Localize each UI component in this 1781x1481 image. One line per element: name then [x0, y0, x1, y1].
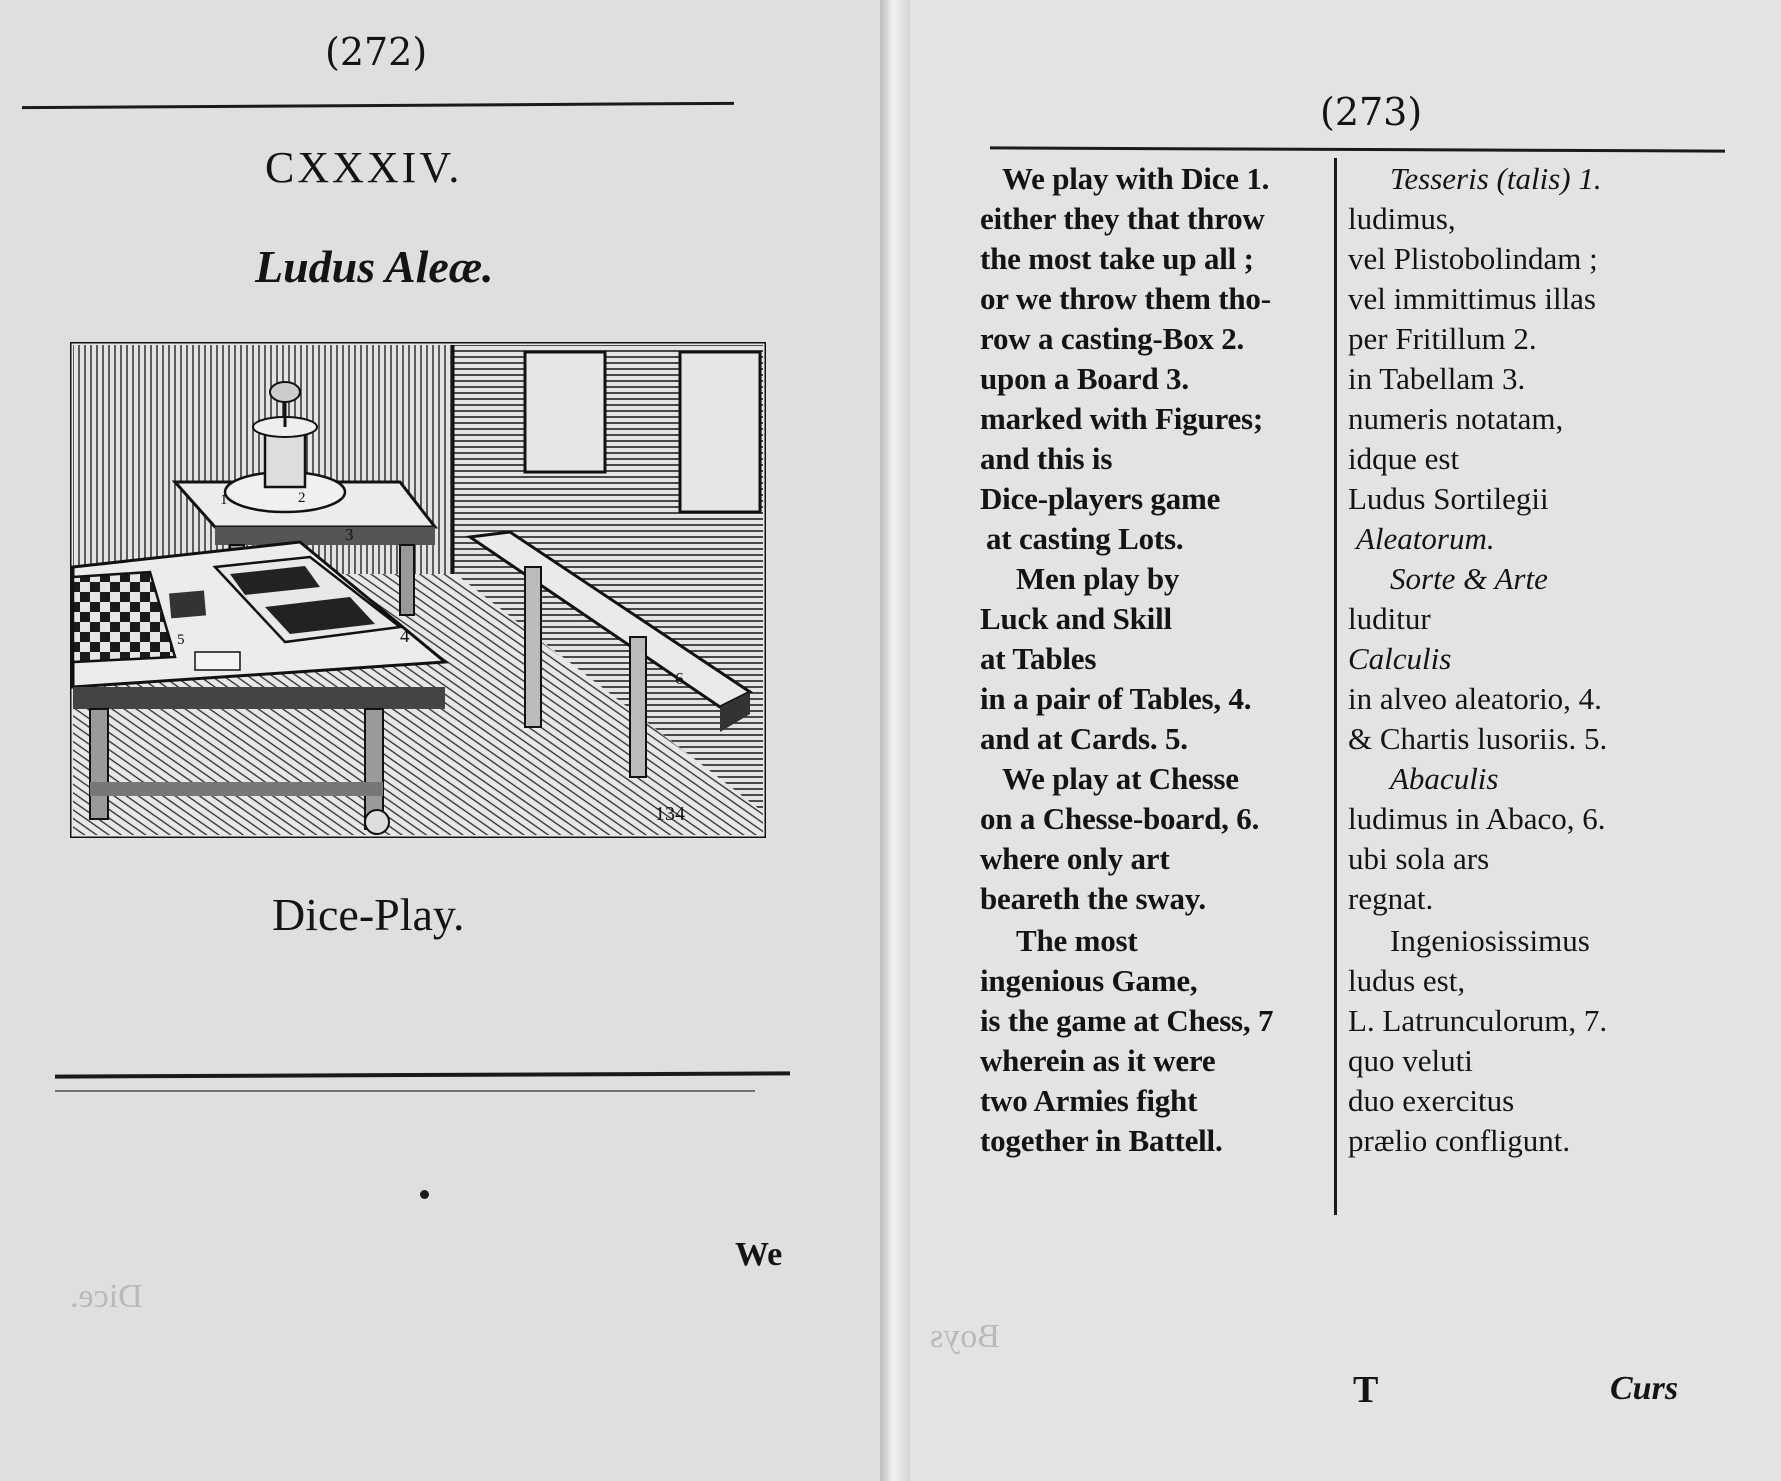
footer-rule-left-thin — [55, 1090, 755, 1092]
page-number-right: (273) — [1320, 90, 1423, 134]
catchword-right: Curs — [1610, 1370, 1679, 1407]
bleed-through-right: Boys — [930, 1318, 1000, 1355]
english-line: We play at Chesse — [1002, 761, 1239, 796]
right-page — [910, 0, 1781, 1481]
bleed-through-left: Dice. — [70, 1278, 143, 1315]
latin-line: Calculis — [1348, 641, 1452, 676]
english-title: Dice-Play. — [272, 889, 465, 940]
latin-line: Ludus Sortilegii — [1348, 481, 1549, 516]
callout-6: 6 — [675, 669, 684, 688]
latin-line: vel Plistobolindam ; — [1348, 241, 1598, 276]
plate-number: 134 — [655, 803, 685, 825]
latin-line: in alveo aleatorio, 4. — [1348, 681, 1602, 716]
book-gutter — [880, 0, 910, 1481]
english-line: Men play by — [1016, 561, 1180, 596]
callout-2: 2 — [298, 490, 306, 506]
latin-line: Sorte & Arte — [1390, 561, 1548, 596]
english-line: Luck and Skill — [980, 601, 1172, 636]
latin-line: L. Latrunculorum, 7. — [1348, 1003, 1608, 1038]
latin-line: regnat. — [1348, 881, 1434, 916]
catchword-left: We — [735, 1236, 783, 1273]
english-line: We play with Dice 1. — [1002, 161, 1270, 196]
english-line: where only art — [980, 841, 1170, 876]
english-line: Dice-players game — [980, 481, 1221, 516]
latin-line: Tesseris (talis) 1. — [1390, 161, 1602, 196]
latin-line: in Tabellam 3. — [1348, 361, 1526, 396]
page-number-left: (272) — [325, 30, 428, 74]
english-column — [980, 160, 1325, 1190]
latin-line: & Chartis lusoriis. 5. — [1348, 721, 1608, 756]
latin-line: idque est — [1348, 441, 1460, 476]
callout-1: 1 — [220, 492, 228, 508]
english-line: on a Chesse-board, 6. — [980, 801, 1260, 836]
latin-line: per Fritillum 2. — [1348, 321, 1537, 356]
latin-title: Ludus Aleæ. — [255, 241, 494, 292]
english-line: or we throw them tho- — [980, 281, 1271, 316]
latin-line: Ingeniosissimus — [1390, 923, 1590, 958]
latin-line: ludimus, — [1348, 201, 1456, 236]
english-line: The most — [1016, 923, 1138, 958]
ink-dot — [420, 1190, 429, 1199]
english-line: is the game at Chess, 7 — [980, 1003, 1274, 1038]
signature-mark: T — [1353, 1369, 1379, 1411]
latin-line: luditur — [1348, 601, 1431, 636]
header-rule-right — [990, 146, 1725, 152]
english-line: row a casting-Box 2. — [980, 321, 1245, 356]
english-line: marked with Figures; — [980, 401, 1264, 436]
latin-line: numeris notatam, — [1348, 401, 1564, 436]
callout-5: 5 — [177, 632, 185, 648]
english-line: the most take up all ; — [980, 241, 1254, 276]
woodcut-illustration — [70, 342, 766, 838]
latin-line: ubi sola ars — [1348, 841, 1490, 876]
header-rule-left — [22, 102, 734, 109]
english-line: together in Battell. — [980, 1123, 1223, 1158]
chapter-numeral: CXXXIV. — [265, 143, 463, 192]
english-line: at casting Lots. — [986, 521, 1184, 556]
english-line: two Armies fight — [980, 1083, 1198, 1118]
latin-line: Aleatorum. — [1356, 521, 1495, 556]
english-line: in a pair of Tables, 4. — [980, 681, 1252, 716]
callout-3: 3 — [345, 525, 354, 544]
english-line: beareth the sway. — [980, 881, 1206, 916]
latin-line: vel immittimus illas — [1348, 281, 1596, 316]
english-line: either they that throw — [980, 201, 1265, 236]
latin-line: ludimus in Abaco, 6. — [1348, 801, 1606, 836]
callout-4: 4 — [400, 626, 410, 647]
english-line: upon a Board 3. — [980, 361, 1189, 396]
latin-line: Abaculis — [1390, 761, 1499, 796]
english-line: ingenious Game, — [980, 963, 1198, 998]
column-divider — [1334, 158, 1337, 1215]
latin-line: quo veluti — [1348, 1043, 1473, 1078]
english-line: and this is — [980, 441, 1113, 476]
latin-line: ludus est, — [1348, 963, 1466, 998]
english-line: wherein as it were — [980, 1043, 1216, 1078]
latin-column — [1348, 160, 1748, 1190]
latin-line: duo exercitus — [1348, 1083, 1515, 1118]
left-page — [0, 0, 880, 1481]
latin-line: prælio confligunt. — [1348, 1123, 1571, 1158]
english-line: and at Cards. 5. — [980, 721, 1188, 756]
english-line: at Tables — [980, 641, 1097, 676]
footer-rule-left — [55, 1071, 790, 1078]
